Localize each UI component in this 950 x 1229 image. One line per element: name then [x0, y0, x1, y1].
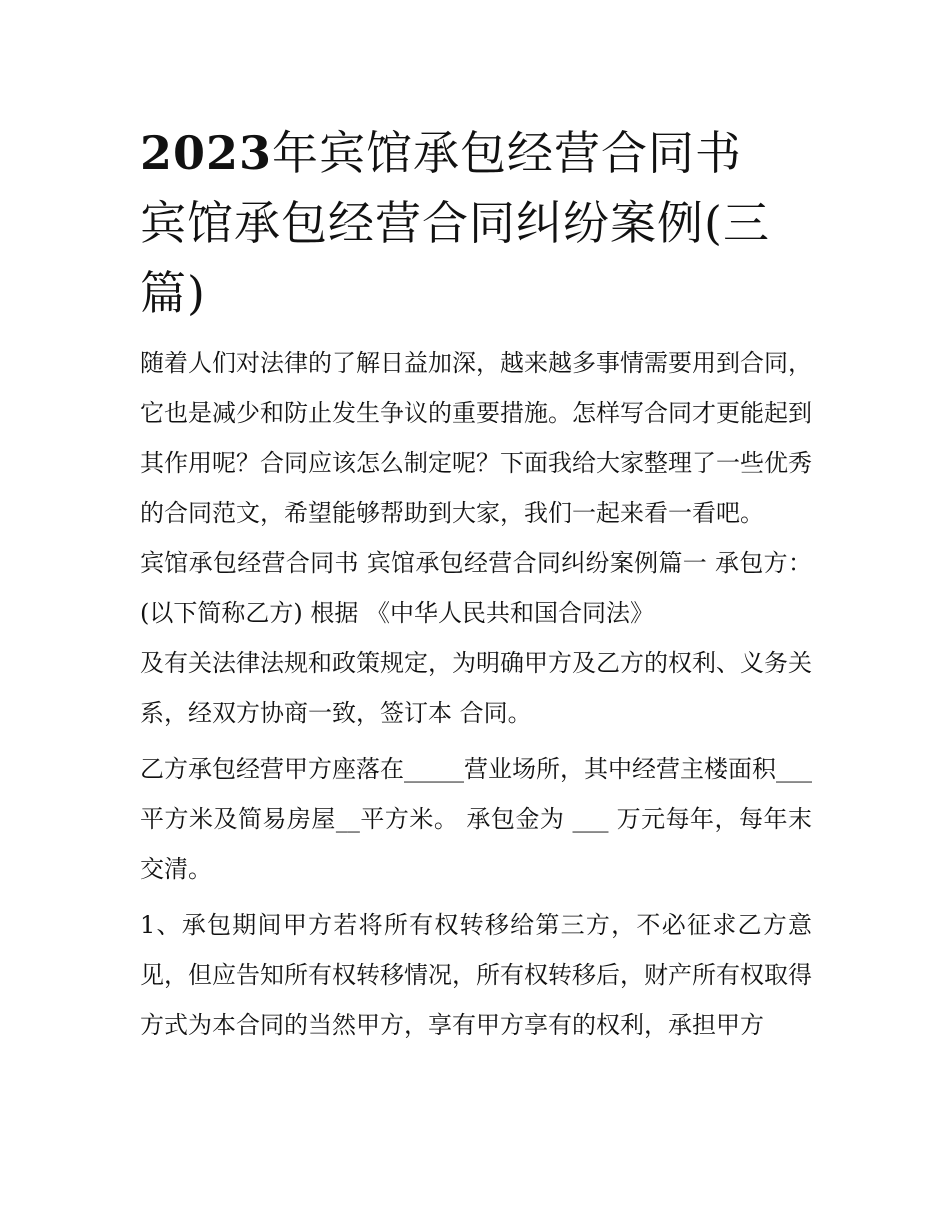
document-title — [140, 118, 812, 328]
paragraph-clause-1: 1、承包期间甲方若将所有权转移给第三方，不必征求乙方意见，但应告知所有权转移情况，所有权转移后，财产所有权取得方式为本合同的当然甲方，享有甲方享有的权利，承担甲方 — [140, 911, 812, 1039]
paragraph-legal-basis: 及有关法律法规和政策规定，为明确甲方及乙方的权利、义务关系，经双方协商一致，签订本 合同。 — [140, 649, 812, 727]
title-line-1 — [140, 118, 812, 188]
title-year: 2023 — [140, 126, 273, 180]
paragraph-intro: 随着人们对法律的了解日益加深，越来越多事情需要用到合同，它也是减少和防止发生争议的重要措施。怎样写合同才更能起到其作用呢？合同应该怎么制定呢？下面我给大家整理了一些优秀的合同范文，希望能够帮助到大家，我们一起来看一看吧。 — [140, 349, 812, 527]
title-line-1-text: 年宾馆承包经营合同书 — [272, 126, 743, 180]
document-content — [140, 118, 812, 1050]
title-line-2: 宾馆承包经营合同纠纷案例(三篇) — [140, 196, 770, 320]
paragraph-premises: 乙方承包经营甲方座落在_____营业场所，其中经营主楼面积___平方米及简易房屋__平方米。 承包金为 ___ 万元每年，每年末交清。 — [140, 755, 812, 883]
paragraph-contract-heading: 宾馆承包经营合同书 宾馆承包经营合同纠纷案例篇一 承包方：(以下简称乙方) 根据 《中华人民共和国合同法》 — [140, 549, 812, 627]
